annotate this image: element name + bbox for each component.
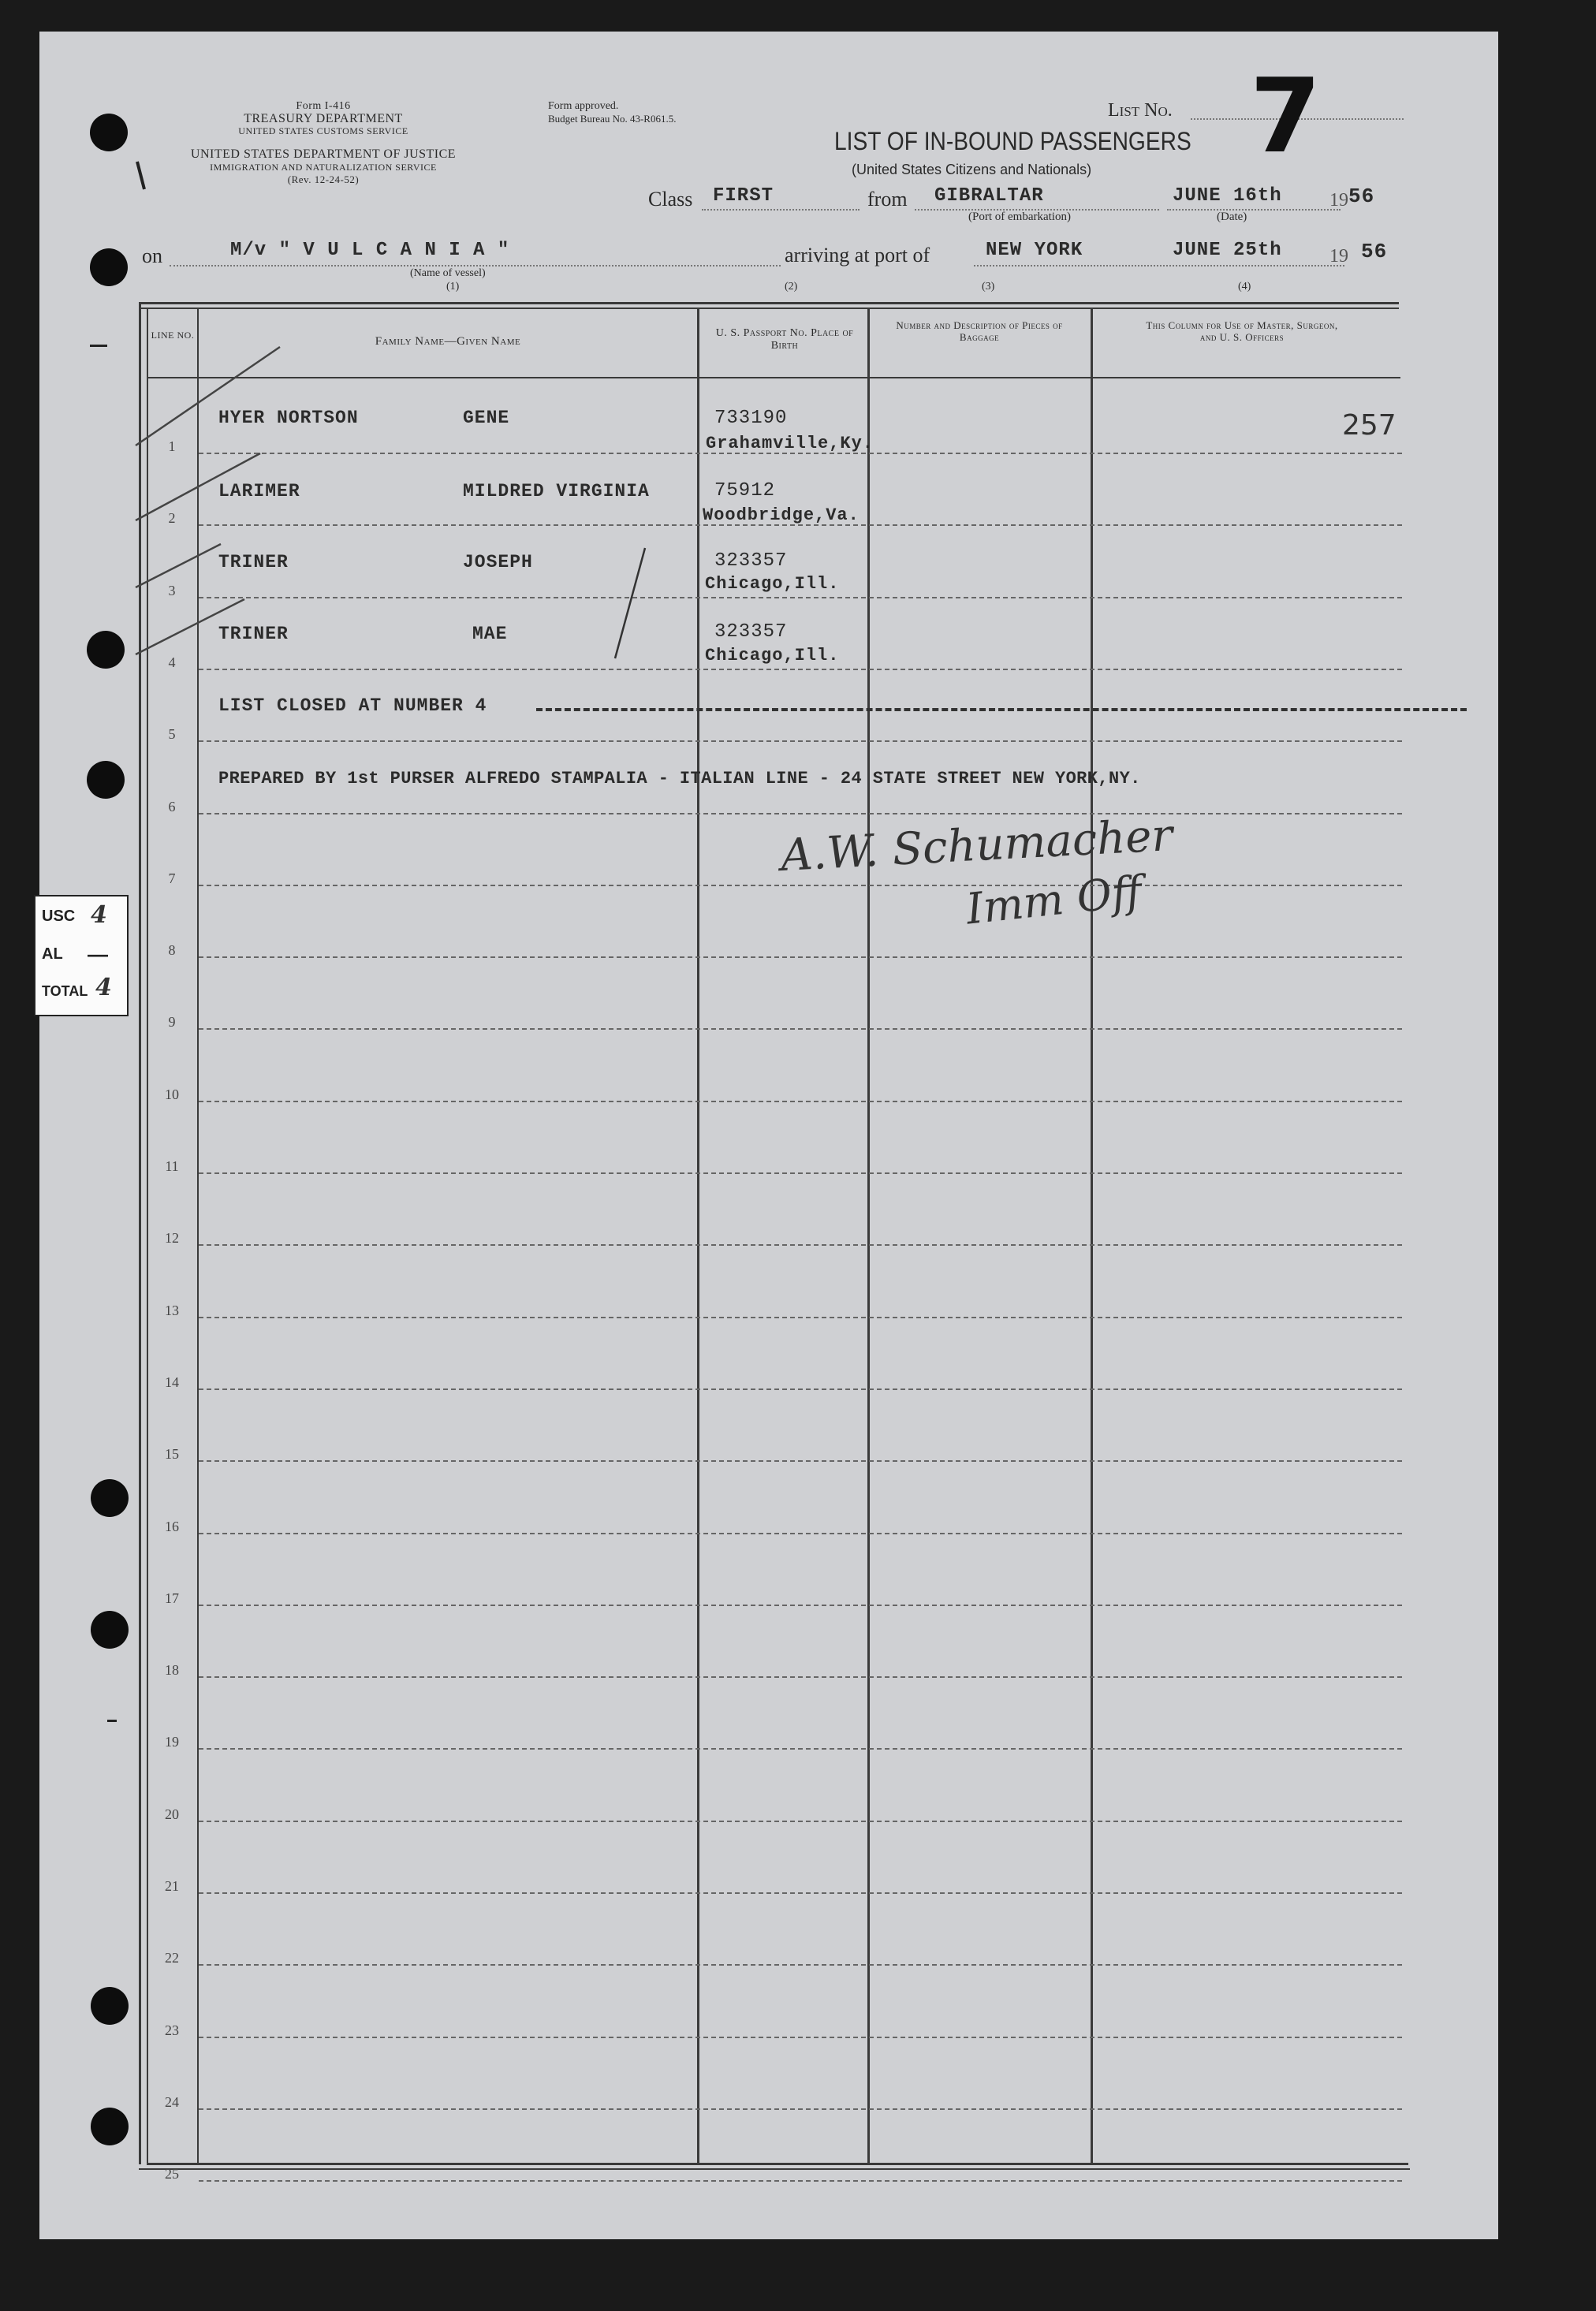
header-baggage: Number and Description of Pieces of Baggage	[896, 319, 1063, 343]
row-3-family: TRINER	[218, 552, 289, 572]
signature-title: Imm Off	[964, 866, 1145, 934]
list-no-label: List No.	[1108, 100, 1173, 121]
row-3-passport: 323357	[714, 550, 788, 572]
line-number: 20	[165, 1806, 179, 1822]
line-number: 16	[165, 1518, 179, 1534]
row-4-given: MAE	[472, 624, 508, 644]
class-value: FIRST	[713, 185, 774, 207]
line-number: 13	[165, 1302, 179, 1318]
check-mark-2	[136, 453, 260, 520]
stamp-total-value: 4	[95, 974, 112, 1001]
line-number: 22	[165, 1950, 179, 1966]
date1-value: JUNE 16th	[1173, 185, 1282, 207]
line-number: 6	[168, 798, 176, 814]
col-num-2: (2)	[785, 281, 798, 293]
row-1-note: 257	[1342, 409, 1396, 442]
line-number: 3	[168, 582, 176, 598]
stamp-al-value: —	[88, 942, 108, 966]
line-number: 4	[168, 654, 176, 670]
line-number: 18	[165, 1662, 179, 1679]
line-number: 14	[165, 1374, 179, 1390]
line-number: 5	[168, 726, 176, 743]
line-number: 25	[165, 2166, 179, 2182]
form-number: Form I-416	[296, 100, 351, 112]
arrival-port-value: NEW YORK	[986, 240, 1083, 261]
header-line-no: LINE NO.	[151, 330, 195, 341]
row-2-given: MILDRED VIRGINIA	[463, 481, 650, 501]
line-number: 15	[165, 1446, 179, 1463]
port-caption: (Port of embarkation)	[968, 211, 1071, 223]
line-number: 24	[165, 2093, 179, 2110]
row-2-passport: 75912	[714, 480, 776, 501]
margin-mark-small	[137, 162, 144, 189]
count-stamp	[34, 895, 129, 1016]
line-number: 11	[165, 1158, 179, 1174]
row-2-family: LARIMER	[218, 481, 300, 501]
row-3-given: JOSEPH	[463, 552, 533, 572]
line-number: 19	[165, 1734, 179, 1750]
stamp-usc-label: USC	[42, 908, 76, 925]
stamp-al-label: AL	[42, 945, 63, 963]
row-4-passport: 323357	[714, 621, 788, 643]
page-title: LIST OF IN-BOUND PASSENGERS	[834, 127, 1191, 155]
row-1-birth: Grahamville,Ky.	[706, 434, 874, 453]
line-number: 17	[165, 1590, 179, 1606]
budget-bureau: Budget Bureau No. 43-R061.5.	[548, 113, 677, 125]
check-mark-1	[136, 347, 280, 445]
col-num-4: (4)	[1238, 281, 1251, 293]
header-name: Family Name—Given Name	[375, 335, 521, 348]
tally-mark	[615, 548, 645, 658]
list-no-value: 7	[1250, 56, 1322, 176]
vessel-value: M/v " V U L C A N I A "	[230, 240, 510, 261]
line-number: 1	[168, 438, 176, 454]
row-2-birth: Woodbridge,Va.	[703, 505, 860, 525]
year2-value: 56	[1361, 240, 1388, 263]
line-number: 7	[168, 870, 176, 886]
check-mark-3	[136, 544, 221, 587]
row-3-birth: Chicago,Ill.	[705, 574, 840, 594]
date2-value: JUNE 25th	[1173, 240, 1282, 261]
line-number: 23	[165, 2022, 179, 2038]
dept-ins: IMMIGRATION AND NATURALIZATION SERVICE	[210, 162, 437, 173]
check-mark-4	[136, 599, 244, 654]
row-1-given: GENE	[463, 408, 510, 428]
from-value: GIBRALTAR	[934, 185, 1044, 207]
page-subtitle: (United States Citizens and Nationals)	[852, 162, 1092, 177]
from-label: from	[867, 188, 908, 211]
arriving-label: arriving at port of	[785, 244, 930, 267]
vessel-caption: (Name of vessel)	[410, 267, 486, 279]
col-num-3: (3)	[982, 281, 995, 293]
line-number: 9	[168, 1014, 176, 1031]
line-number: 10	[165, 1086, 179, 1102]
year1-prefix: 19	[1329, 190, 1348, 211]
on-label: on	[142, 244, 162, 267]
prepared-by-text: PREPARED BY 1st PURSER ALFREDO STAMPALIA - ITALIAN LINE - 24 STATE STREET NEW YORK,NY.	[218, 769, 1141, 788]
list-closed-text: LIST CLOSED AT NUMBER 4	[218, 695, 487, 716]
header-officers: This Column for Use of Master, Surgeon, and U. S. Officers	[1146, 319, 1338, 343]
dept-treasury: TREASURY DEPARTMENT	[244, 112, 403, 125]
date-caption: (Date)	[1217, 211, 1247, 223]
dept-customs: UNITED STATES CUSTOMS SERVICE	[238, 125, 408, 136]
row-1-passport: 733190	[714, 408, 788, 429]
row-4-family: TRINER	[218, 624, 289, 644]
row-4-birth: Chicago,Ill.	[705, 646, 840, 665]
vessel-col-num: (1)	[446, 281, 460, 293]
year1-value: 56	[1348, 185, 1375, 208]
line-number: 12	[165, 1230, 179, 1247]
signature-name: A.W. Schumacher	[779, 810, 1174, 882]
stamp-usc-value: 4	[91, 901, 107, 929]
class-label: Class	[648, 188, 693, 211]
year2-prefix: 19	[1329, 246, 1348, 267]
line-number: 21	[165, 1878, 179, 1894]
line-number: 2	[168, 510, 176, 527]
header-passport: U. S. Passport No. Place of Birth	[715, 327, 854, 352]
row-1-family: HYER NORTSON	[218, 408, 359, 428]
form-approved: Form approved.	[548, 100, 619, 112]
dept-justice: UNITED STATES DEPARTMENT OF JUSTICE	[190, 147, 457, 161]
stamp-total-label: TOTAL	[42, 983, 88, 999]
line-number: 8	[168, 942, 176, 959]
form-revision: (Rev. 12-24-52)	[287, 173, 360, 185]
